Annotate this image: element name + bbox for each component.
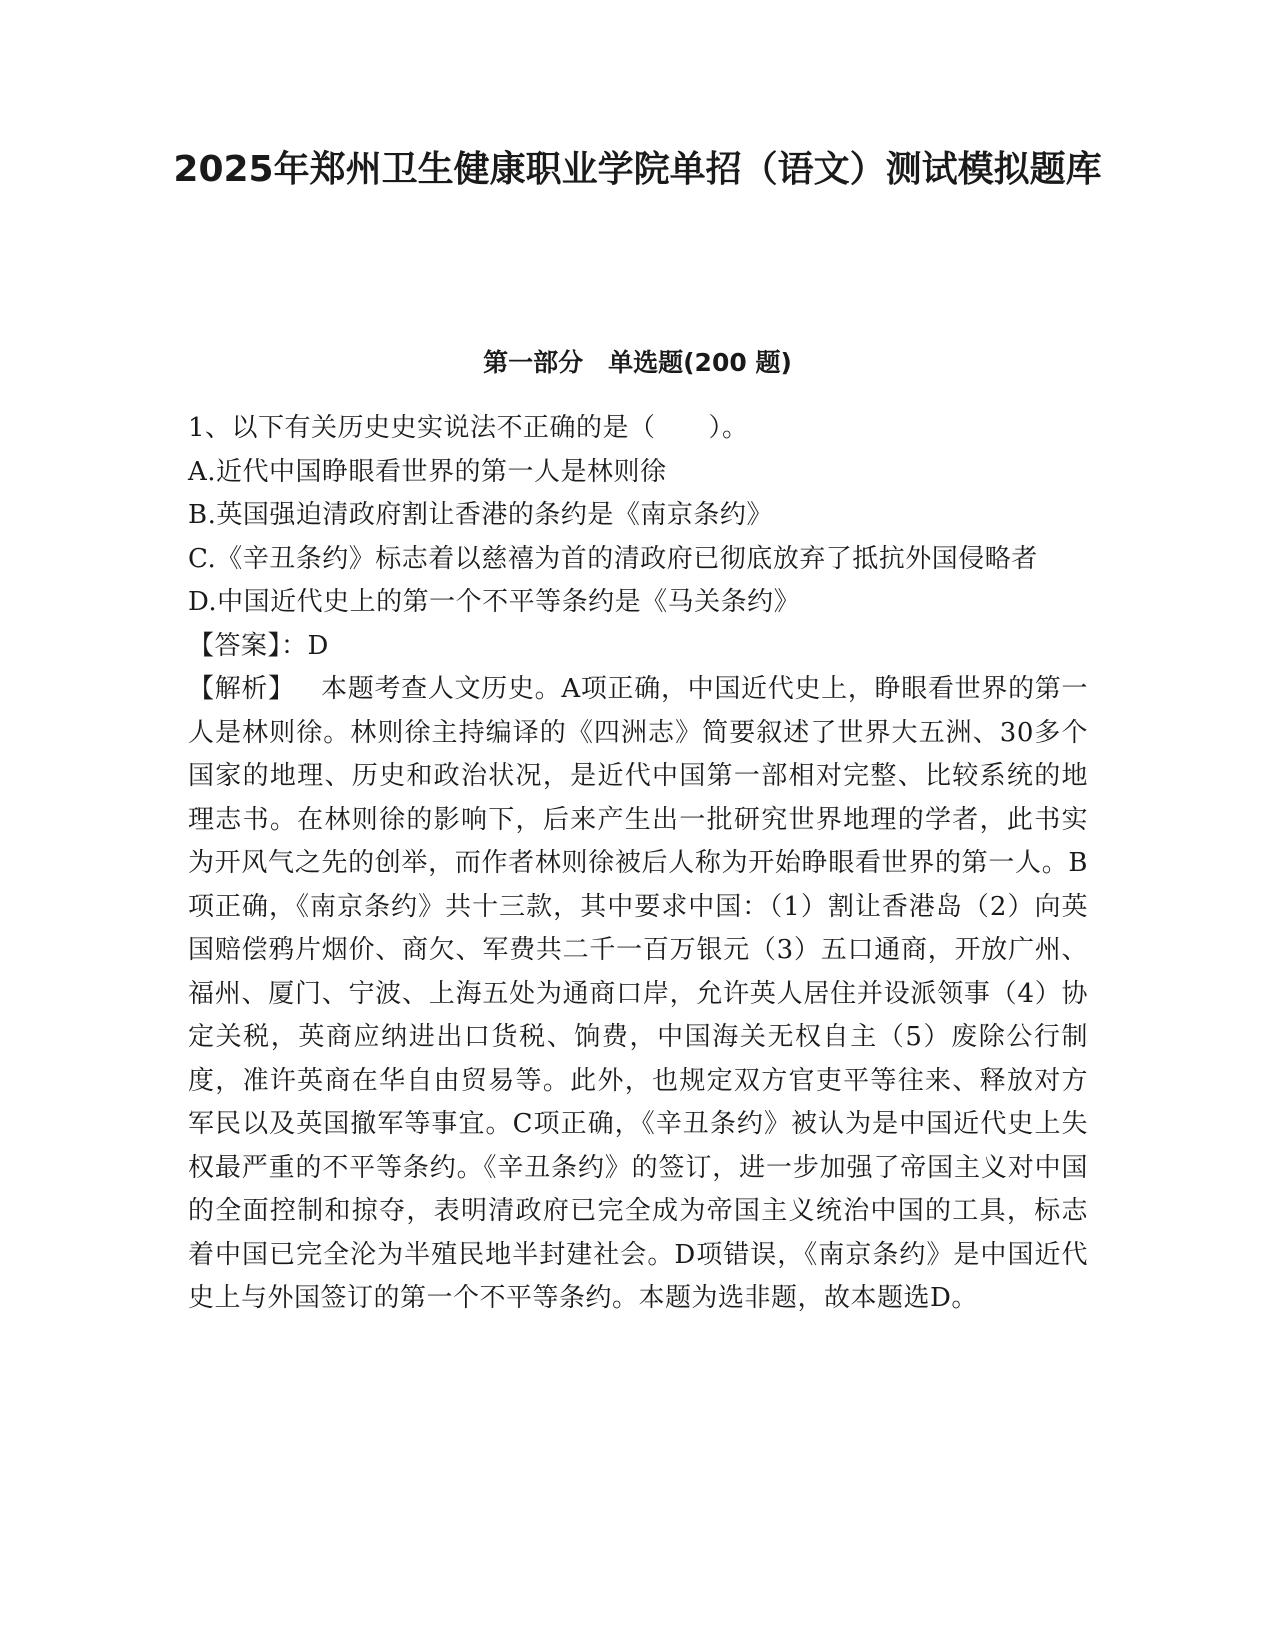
question-stem: 1、以下有关历史史实说法不正确的是（ ）。 (188, 413, 749, 443)
option-c: C.《辛丑条约》标志着以慈禧为首的清政府已彻底放弃了抵抗外国侵略者 (188, 543, 1038, 574)
section-heading: 第一部分 单选题(200 题) (483, 348, 792, 377)
analysis-paragraph (188, 668, 1088, 1321)
question-block (188, 407, 1088, 1321)
option-d: D.中国近代史上的第一个不平等条约是《马关条约》 (188, 587, 801, 617)
analysis-label: 【解析】 (188, 674, 295, 704)
option-a: A.近代中国睁眼看世界的第一人是林则徐 (188, 456, 667, 487)
document-title: 2025年郑州卫生健康职业学院单招（语文）测试模拟题库 (173, 149, 1102, 190)
answer-line: 【答案】：D (188, 630, 329, 661)
analysis-text: 本题考查人文历史。A项正确，中国近代史上，睁眼看世界的第一人是林则徐。林则徐主持编译的《四洲志》简要叙述了世界大五洲、30多个国家的地理、历史和政治状况，是近代中国第一部相对完整、比较系统的地理志书。在林则徐的影响下，后来产生出一批研究世界地理的学者，此书实为开风气之先的创举，而作者林则徐被后人称为开始睁眼看世界的第一人。B项正确，《南京条约》共十三款，其中要求中国：（1）割让香港岛（2）向英国赔偿鸦片烟价、商欠、军费共二千一百万银元（3）五口通商，开放广州、福州、厦门、宁波、上海五处为通商口岸，允许英人居住并设派领事（4）协定关税，英商应纳进出口货税、饷费，中国海关无权自主（5）废除公行制度，准许英商在华自由贸易等。此外，也规定双方官吏平等往来、释放对方军民以及英国撤军等事宜。C项正确，《辛丑条约》被认为是中国近代史上失权最严重的不平等条约。《辛丑条约》的签订，进一步加强了帝国主义对中国的全面控制和掠夺，表明清政府已完全成为帝国主义统治中国的工具，标志着中国已完全沦为半殖民地半封建社会。D项错误，《南京条约》是中国近代史上与外国签订的第一个不平等条约。本题为选非题，故本题选D。 (188, 674, 1088, 1313)
option-b: B.英国强迫清政府割让香港的条约是《南京条约》 (188, 500, 773, 530)
